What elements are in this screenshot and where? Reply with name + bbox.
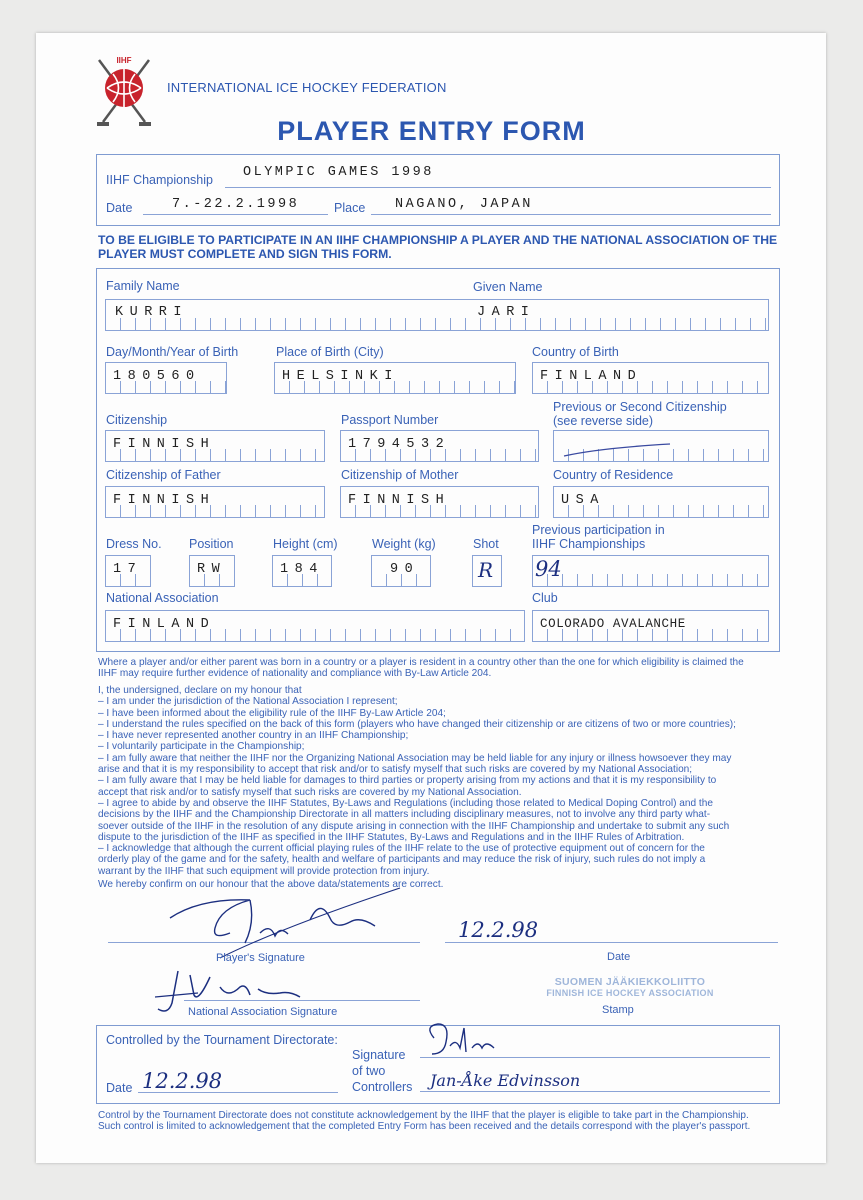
controlled-label: Controlled by the Tournament Directorate: [106,1033,338,1047]
prev-part-field[interactable] [532,555,769,587]
controllers-label: Controllers [352,1080,413,1094]
father-label: Citizenship of Father [106,468,221,482]
player-signature-label: Player's Signature [216,952,305,964]
passport-value: 1794532 [348,437,451,452]
declaration-line: – I acknowledge that although the current official playing rules of the IIHF relate to the use of protective equipment out of concern for the [98,843,705,855]
player-signature [160,878,410,963]
declaration-line: orderly play of the game and for the safety, health and welfare of participants and may reduce the risk of injury, such rules do not imply a [98,854,706,866]
citizenship-value: FINNISH [113,437,216,452]
cob-field[interactable] [532,362,769,394]
date-value[interactable]: 7.-22.2.1998 [172,197,300,212]
dob-value: 180560 [113,369,201,384]
footer-note [98,1110,750,1133]
eligibility-note-line: IIHF may require further evidence of nationality and compliance with By-Law Article 204. [98,668,492,680]
position-field[interactable] [189,555,235,587]
shot-value: R [478,558,494,582]
stamp-line: FINNISH ICE HOCKEY ASSOCIATION [546,988,714,998]
declaration-line: arise and that it is my responsibility to accept that risk and/or to satisfy myself that such risks are covered by my National Association; [98,764,693,776]
prev-part-value: 94 [535,557,562,581]
confirmation-text: We hereby confirm on our honour that the above data/statements are correct. [98,879,444,891]
given-name-label: Given Name [473,280,543,294]
declaration-line: soever outside of the IIHF in the resolution of any dispute arising in connection with the IIHF Championship and undertake to submit any such [98,820,730,832]
of-two-label: of two [352,1064,386,1078]
stamp-label: Stamp [602,1004,634,1016]
eligibility-note [98,657,744,680]
pob-value: HELSINKI [282,369,399,384]
position-value: RW [197,562,227,577]
championship-value[interactable]: OLYMPIC GAMES 1998 [243,165,434,180]
nat-assoc-value: FINLAND [113,617,216,632]
club-value: COLORADO AVALANCHE [540,617,686,631]
footer-line: Control by the Tournament Directorate does not constitute acknowledgement by the IIHF that the player is eligible to take part in the Championship. [98,1110,749,1121]
association-signature-label: National Association Signature [188,1006,338,1018]
weight-field[interactable] [371,555,431,587]
prev-citizenship-label: Previous or Second Citizenship [553,400,727,414]
passport-field[interactable] [340,430,539,462]
declaration-line: – I have never represented another country in an IIHF Championship; [98,730,409,742]
signature-date-label: Date [607,951,631,963]
declaration-line: – I agree to abide by and observe the IIHF Statutes, By-Laws and Regulations (including those related to Medical Doping Control) and the [98,797,713,809]
height-field[interactable] [272,555,332,587]
declaration-line: – I voluntarily participate in the Championship; [98,741,305,753]
declaration-line: – I am under the jurisdiction of the National Association I represent; [98,696,398,708]
association-stamp [545,976,715,998]
club-field[interactable] [532,610,769,642]
declaration-line: dispute to the jurisdiction of the IIHF as specified in the IIHF Statutes, By-Laws and Regulations and in the IIHF Rules of Arbitration. [98,831,685,843]
shot-field[interactable] [472,555,502,587]
place-label: Place [334,201,366,215]
position-label: Position [189,537,234,551]
father-field[interactable] [105,486,325,518]
dress-field[interactable] [105,555,151,587]
residence-value: USA [561,493,605,508]
directorate-date-value: 12.2.98 [142,1069,223,1093]
pob-label: Place of Birth (City) [276,345,384,359]
height-label: Height (cm) [273,537,338,551]
declaration [98,685,736,890]
weight-label: Weight (kg) [372,537,436,551]
passport-label: Passport Number [341,413,439,427]
residence-field[interactable] [553,486,769,518]
stamp-line: SUOMEN JÄÄKIEKKOLIITTO [554,976,706,988]
player-date-value: 12.2.98 [458,918,539,942]
logo-text: IIHF [116,56,132,65]
event-box [96,154,780,226]
residence-label: Country of Residence [553,468,674,482]
dob-field[interactable] [105,362,227,394]
declaration-line: – I am fully aware that neither the IIHF nor the Organizing National Association may be held liable for any injury or illness howsoever they may [98,752,732,764]
dress-value: 17 [113,562,143,577]
mother-value: FINNISH [348,493,451,508]
directorate-date-label: Date [106,1081,133,1095]
club-label: Club [532,591,558,605]
place-value[interactable]: NAGANO, JAPAN [395,197,533,212]
family-name-label: Family Name [106,279,180,293]
weight-value: 90 [390,562,420,577]
declaration-line: accept that risk and/or to satisfy myself that such risks are covered by my National Association. [98,786,522,798]
declaration-line: warrant by the IIHF that such equipment will provide protection from injury. [98,865,430,877]
controller-signature-1 [420,1018,510,1063]
declaration-line: – I have been informed about the eligibility rule of the IIHF By-Law Article 204; [98,707,446,719]
citizenship-label: Citizenship [106,413,168,427]
cob-label: Country of Birth [532,345,619,359]
form-title: PLAYER ENTRY FORM [277,116,586,146]
strike-mark [560,440,680,460]
declaration-line: I, the undersigned, declare on my honour that [98,685,302,696]
prev-citizenship-sub: (see reverse side) [553,414,654,428]
eligibility-notice: TO BE ELIGIBLE TO PARTICIPATE IN AN IIHF CHAMPIONSHIP A PLAYER AND THE NATIONAL ASSOCIATION OF THE PLAYER MUST COMPLETE AND SIGN THIS FORM. [98,233,778,261]
given-name-value[interactable]: JARI [477,305,536,320]
declaration-line: – I am fully aware that I may be held liable for damages to third parties or property arising from my actions and that it is my responsibility to [98,775,717,787]
declaration-line: decisions by the IIHF and the Championship Directorate in all matters including disciplinary measures, not to involve any third party what- [98,809,711,821]
nat-assoc-label: National Association [106,591,219,605]
shot-label: Shot [473,537,499,551]
organization-name: INTERNATIONAL ICE HOCKEY FEDERATION [167,80,447,95]
nat-assoc-field[interactable] [105,610,525,642]
citizenship-field[interactable] [105,430,325,462]
prev-part-label: Previous participation in [532,523,665,537]
controller-name: Jan-Åke Edvinsson [430,1071,581,1090]
eligibility-note-line: Where a player and/or either parent was born in a country or a player is resident in a country other than the one for which eligibility is claimed the [98,657,744,668]
prev-part-label2: IIHF Championships [532,537,646,551]
date-label: Date [106,201,133,215]
declaration-line: – I understand the rules specified on the back of this form (players who have changed their citizenship or are citizens of two or more countries); [98,718,736,730]
pob-field[interactable] [274,362,516,394]
dress-label: Dress No. [106,537,162,551]
footer-line: Such control is limited to acknowledgement that the completed Entry Form has been received and the details correspond with the player's passport. [98,1121,751,1133]
father-value: FINNISH [113,493,216,508]
mother-field[interactable] [340,486,539,518]
dob-label: Day/Month/Year of Birth [106,345,239,359]
mother-label: Citizenship of Mother [341,468,459,482]
signature-label: Signature [352,1048,406,1062]
family-name-value[interactable]: KURRI [115,305,189,320]
name-field [105,299,769,331]
championship-label: IIHF Championship [106,173,213,187]
height-value: 184 [280,562,324,577]
cob-value: FINLAND [540,369,643,384]
